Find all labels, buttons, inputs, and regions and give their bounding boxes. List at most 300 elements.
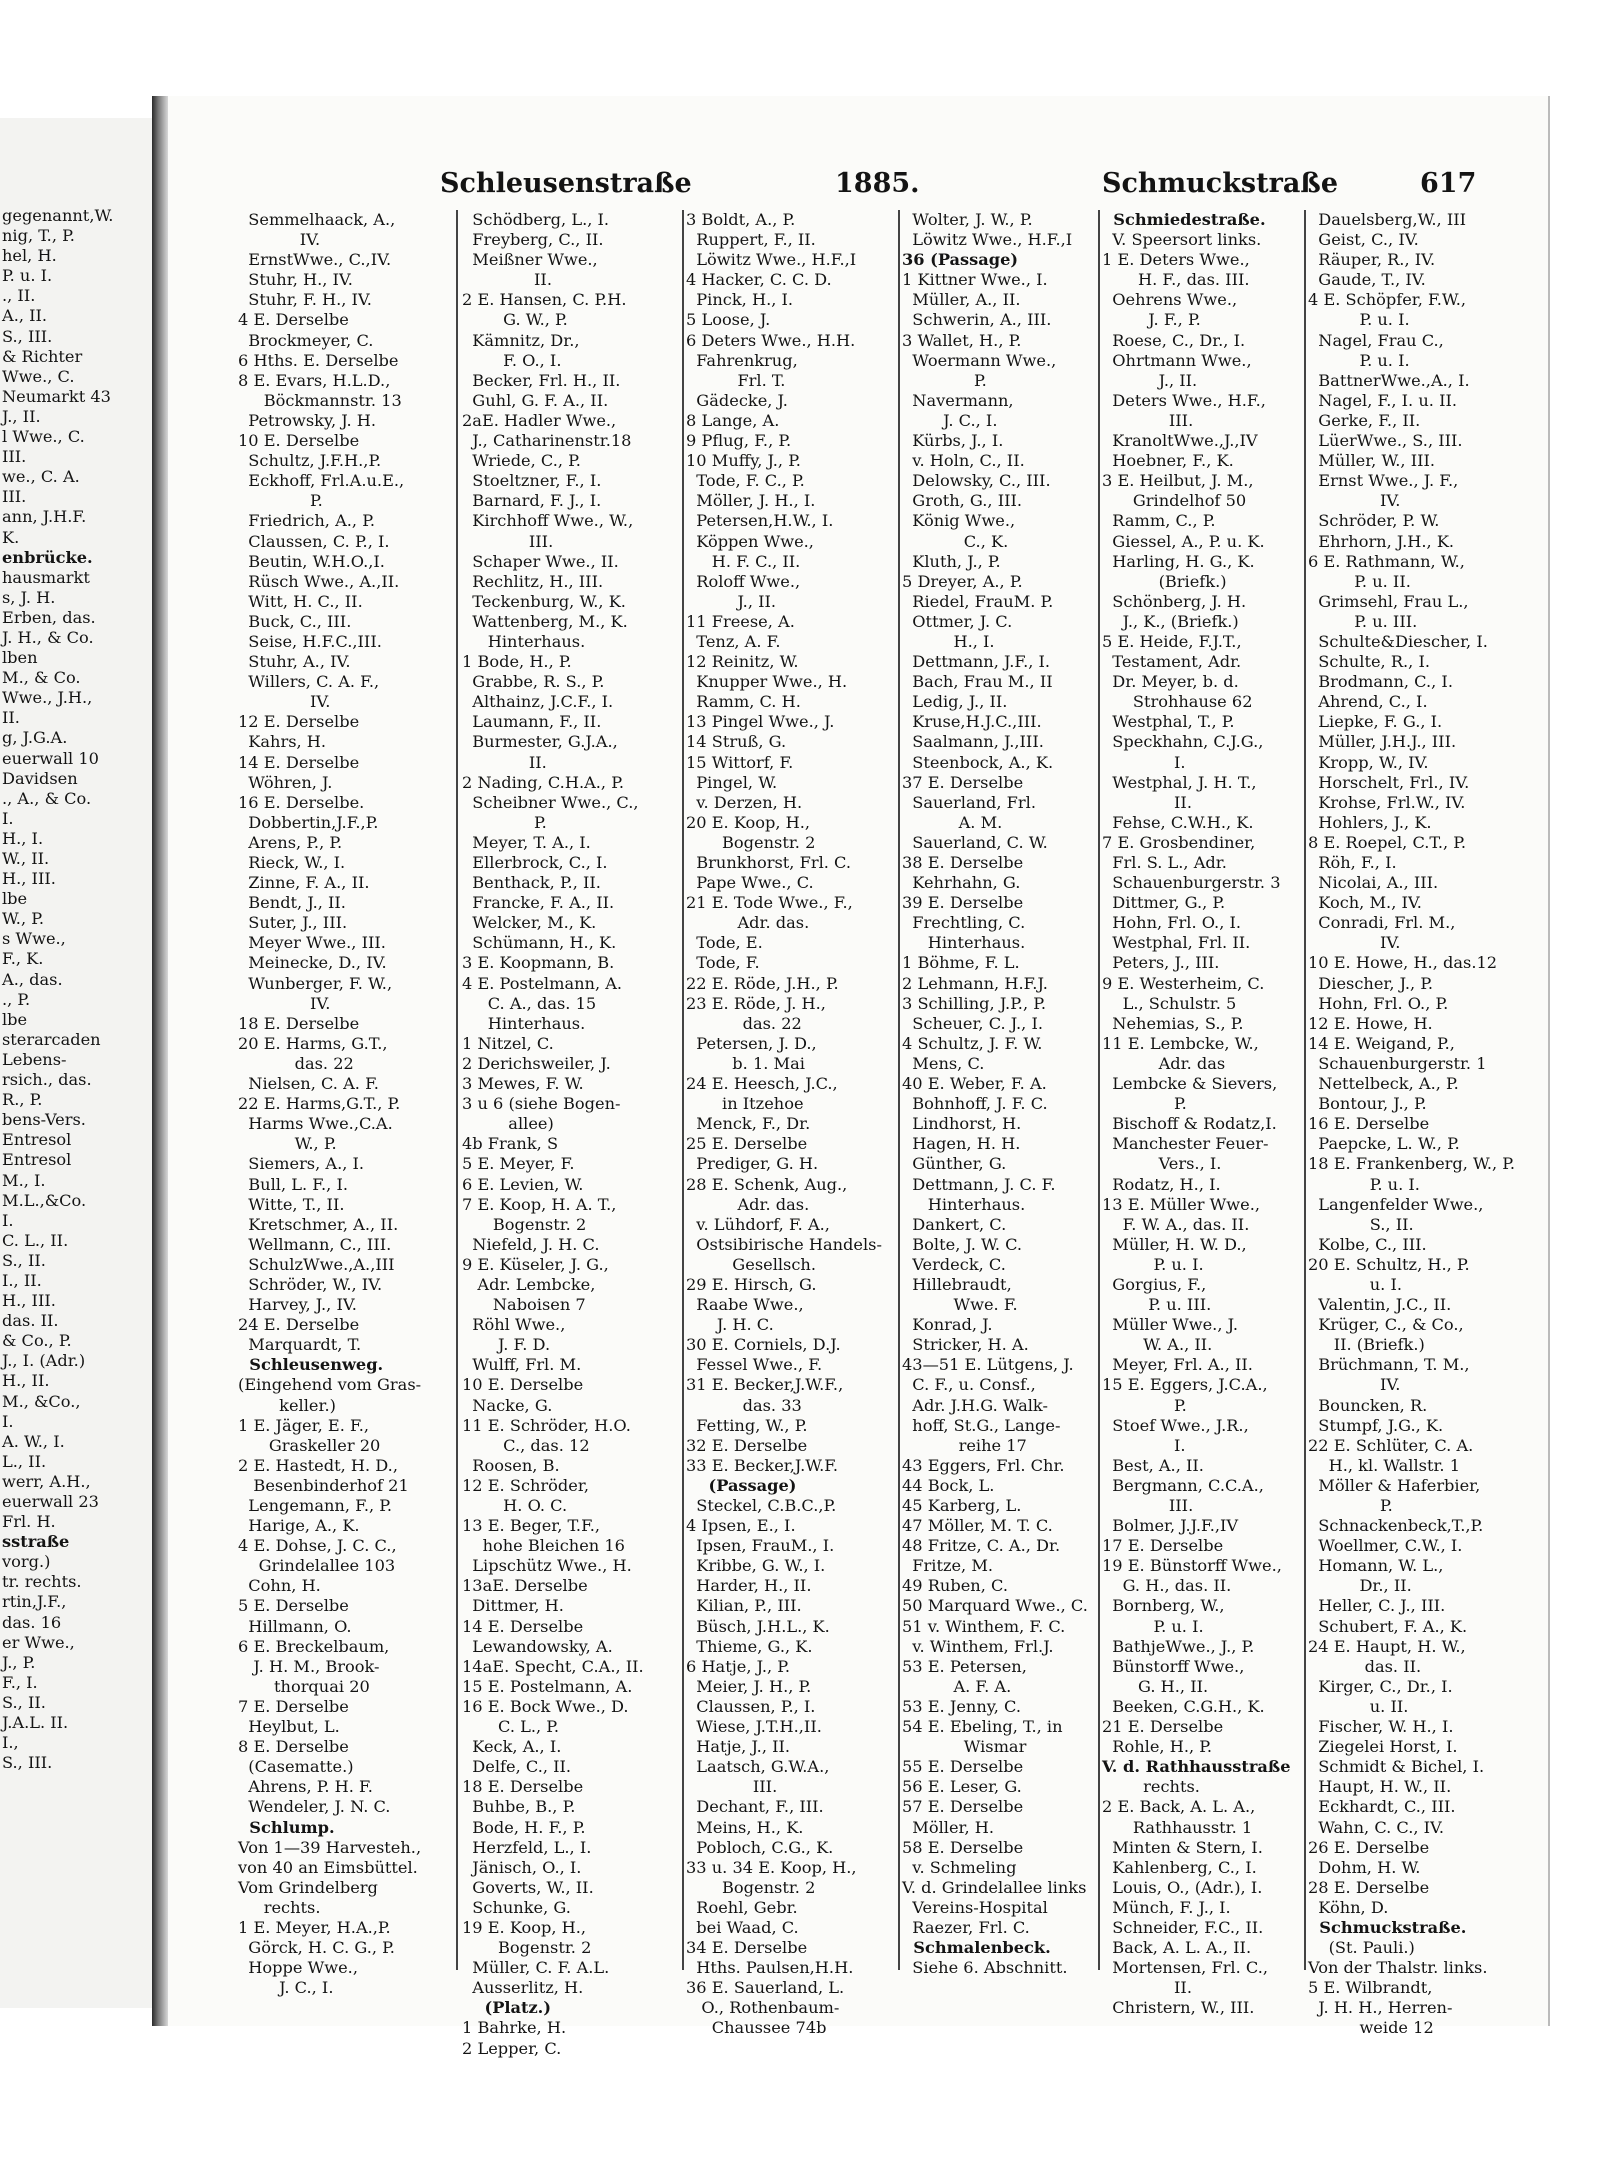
- directory-entry: Adr. J.H.G. Walk-: [902, 1395, 1048, 1415]
- directory-entry: Röh, F., I.: [1308, 853, 1397, 872]
- directory-entry: Ohrtmann Wwe.,: [1102, 350, 1252, 370]
- directory-entry: 14 E. Derselbe: [238, 752, 360, 772]
- directory-entry: 1 Bahrke, H.: [462, 2018, 567, 2038]
- directory-entry: Bendt, J., II.: [238, 893, 346, 913]
- directory-entry: P. u. III.: [1308, 611, 1418, 631]
- directory-entry: Guhl, G. F. A., II.: [462, 390, 609, 410]
- directory-entry: thorquai 20: [238, 1676, 370, 1696]
- directory-entry: 53 E. Jenny, C.: [902, 1696, 1022, 1716]
- directory-entry: Wriede, C., P.: [462, 451, 581, 471]
- directory-entry: Harder, H., II.: [686, 1576, 812, 1596]
- directory-entry: Böckmannstr. 13: [238, 390, 402, 410]
- directory-entry: 18 E. Frankenberg, W., P.: [1308, 1154, 1516, 1174]
- directory-entry: Räuper, R., IV.: [1308, 250, 1436, 270]
- directory-entry: Conradi, Frl. M.,: [1308, 913, 1456, 933]
- directory-entry: Gaude, T., IV.: [1308, 270, 1426, 290]
- directory-entry: 16 E. Bock Wwe., D.: [462, 1696, 629, 1716]
- directory-entry: 2aE. Hadler Wwe.,: [462, 410, 617, 430]
- directory-entry: F. W. A., das. II.: [1102, 1214, 1250, 1234]
- directory-entry: 28 E. Derselbe: [1308, 1877, 1430, 1897]
- directory-entry: Ellerbrock, C., I.: [462, 853, 608, 872]
- directory-entry: 25 E. Derselbe: [686, 1134, 808, 1154]
- directory-entry: 38 E. Derselbe: [902, 853, 1024, 872]
- directory-entry: Dohm, H. W.: [1308, 1857, 1421, 1877]
- directory-entry: P. u. I.: [2, 266, 53, 286]
- directory-entry: 24 E. Heesch, J.C.,: [686, 1074, 838, 1094]
- previous-page-column: [0, 206, 150, 1773]
- directory-entry: Löwitz Wwe., H.F.,I: [902, 230, 1073, 250]
- directory-entry: Harms Wwe.,C.A.: [238, 1114, 393, 1134]
- directory-entry: hel, H.: [2, 246, 57, 266]
- directory-entry: 6 Hatje, J., P.: [686, 1656, 791, 1676]
- directory-entry: Kruse,H.J.C.,III.: [902, 712, 1042, 732]
- directory-entry: 5 Loose, J.: [686, 310, 771, 330]
- directory-entry: Welcker, M., K.: [462, 913, 597, 933]
- directory-entry: (Platz.): [462, 1998, 551, 2018]
- directory-entry: 21 E. Derselbe: [1102, 1717, 1224, 1737]
- directory-column-5: [1102, 210, 1300, 2018]
- directory-entry: & Co., P.: [2, 1331, 72, 1351]
- directory-entry: rechts.: [1102, 1777, 1200, 1797]
- directory-entry: 6 E. Levien, W.: [462, 1174, 584, 1194]
- directory-entry: Hagen, H. H.: [902, 1134, 1021, 1154]
- directory-entry: 16 E. Derselbe.: [238, 792, 365, 812]
- directory-entry: Goverts, W., II.: [462, 1877, 594, 1897]
- directory-entry: 13aE. Derselbe: [462, 1576, 588, 1596]
- directory-entry: Beeken, C.G.H., K.: [1102, 1696, 1265, 1716]
- directory-entry: Entresol: [2, 1130, 72, 1150]
- book-gutter: [152, 96, 168, 2026]
- directory-entry: Dr., II.: [1308, 1576, 1412, 1596]
- directory-entry: Tode, F.: [686, 953, 760, 973]
- directory-entry: Möller, H.: [902, 1817, 995, 1837]
- directory-entry: Lewandowsky, A.: [462, 1636, 613, 1656]
- directory-entry: lben: [2, 648, 38, 668]
- directory-entry: 11 E. Lembcke, W.,: [1102, 1033, 1259, 1053]
- directory-entry: lbe: [2, 1009, 28, 1029]
- directory-entry: Roosen, B.: [462, 1455, 560, 1475]
- directory-entry: III.: [1102, 1496, 1194, 1515]
- directory-entry: Ehrhorn, J.H., K.: [1308, 531, 1455, 551]
- directory-entry: Schultz, J.F.H.,P.: [238, 451, 382, 471]
- directory-entry: Cohn, H.: [238, 1576, 321, 1596]
- directory-entry: Frl. S. L., Adr.: [1102, 853, 1227, 872]
- directory-entry: Münch, F. J., I.: [1102, 1897, 1231, 1917]
- directory-entry: 43 Eggers, Frl. Chr.: [902, 1455, 1065, 1475]
- directory-entry: vorg.): [2, 1552, 51, 1572]
- directory-entry: Heylbut, L.: [238, 1717, 340, 1737]
- directory-entry: J., Catharinenstr.18: [462, 431, 632, 451]
- directory-entry: C. F., u. Consf.,: [902, 1375, 1036, 1395]
- directory-entry: Delowsky, C., III.: [902, 471, 1051, 491]
- directory-entry: das. 22: [686, 1013, 802, 1033]
- directory-entry: Bohnhoff, J. F. C.: [902, 1094, 1048, 1114]
- directory-entry: H., III.: [2, 869, 56, 889]
- directory-entry: sterarcaden: [2, 1029, 101, 1049]
- directory-entry: 17 E. Derselbe: [1102, 1536, 1224, 1556]
- directory-entry: 2 Derichsweiler, J.: [462, 1053, 611, 1073]
- directory-entry: Stoef Wwe., J.R.,: [1102, 1415, 1249, 1435]
- directory-entry: Valentin, J.C., II.: [1308, 1295, 1452, 1315]
- directory-entry: Adr. das.: [686, 1194, 810, 1214]
- directory-entry: u. II.: [1308, 1696, 1409, 1716]
- directory-entry: Hths. Paulsen,H.H.: [686, 1958, 854, 1978]
- column-rule: [1304, 210, 1306, 1970]
- directory-entry: P. u. I.: [1308, 350, 1410, 370]
- directory-entry: 14 Struß, G.: [686, 732, 787, 752]
- directory-entry: 5 E. Meyer, F.: [462, 1154, 575, 1174]
- directory-entry: 33 E. Becker,J.W.F.: [686, 1455, 839, 1475]
- directory-entry: Delfe, C., II.: [462, 1757, 572, 1777]
- directory-entry: Kretschmer, A., II.: [238, 1214, 399, 1234]
- directory-entry: S., II.: [1308, 1214, 1414, 1234]
- directory-entry: Wöhren, J.: [238, 772, 333, 792]
- directory-entry: Petrowsky, J. H.: [238, 410, 377, 430]
- directory-entry: Ausserlitz, H.: [462, 1978, 584, 1998]
- directory-entry: 39 E. Derselbe: [902, 893, 1024, 913]
- directory-entry: Schauenburgerstr. 1: [1308, 1053, 1487, 1073]
- directory-entry: Dr. Meyer, b. d.: [1102, 672, 1239, 692]
- directory-entry: Raezer, Frl. C.: [902, 1917, 1030, 1937]
- directory-entry: 7 E. Grosbendiner,: [1102, 832, 1256, 852]
- directory-entry: Schmuckstraße.: [1308, 1917, 1467, 1937]
- directory-entry: Becker, Frl. H., II.: [462, 370, 621, 390]
- directory-entry: 20 E. Harms, G.T.,: [238, 1033, 388, 1053]
- directory-entry: Bornberg, W.,: [1102, 1596, 1225, 1616]
- directory-entry: Steckel, C.B.C.,P.: [686, 1496, 837, 1515]
- directory-entry: v. Schmeling: [902, 1857, 1017, 1877]
- directory-entry: Rathhausstr. 1: [1102, 1817, 1253, 1837]
- directory-entry: Dauelsberg,W., III: [1308, 210, 1467, 229]
- directory-entry: Bogenstr. 2: [686, 832, 816, 852]
- directory-entry: ErnstWwe., C.,IV.: [238, 250, 392, 270]
- directory-entry: Ramm, C. H.: [686, 692, 801, 712]
- directory-entry: l Wwe., C.: [2, 427, 85, 447]
- directory-entry: Dittmer, H.: [462, 1596, 564, 1616]
- directory-entry: Kirger, C., Dr., I.: [1308, 1676, 1453, 1696]
- directory-entry: 11 E. Schröder, H.O.: [462, 1415, 631, 1435]
- directory-entry: J. C., I.: [238, 1978, 334, 1998]
- directory-entry: 29 E. Hirsch, G.: [686, 1274, 817, 1294]
- directory-entry: Sauerland, C. W.: [902, 832, 1048, 852]
- directory-entry: Barnard, F. J., I.: [462, 491, 602, 511]
- directory-entry: Besenbinderhof 21: [238, 1475, 409, 1495]
- directory-entry: Brodmann, C., I.: [1308, 672, 1453, 692]
- directory-entry: Harige, A., K.: [238, 1516, 360, 1536]
- directory-column-2: [462, 210, 674, 2058]
- directory-entry: II.: [462, 270, 552, 290]
- directory-entry: 56 E. Leser, G.: [902, 1777, 1022, 1797]
- directory-entry: 22 E. Röde, J.H., P.: [686, 973, 839, 993]
- directory-entry: Hohn, Frl. O., P.: [1308, 993, 1449, 1013]
- directory-entry: C. L., P.: [462, 1717, 560, 1737]
- directory-entry: 6 Hths. E. Derselbe: [238, 350, 399, 370]
- directory-entry: 9 E. Westerheim, C.: [1102, 973, 1265, 993]
- directory-entry: C., K.: [902, 531, 1009, 551]
- directory-entry: III.: [2, 447, 27, 467]
- directory-entry: 2 Nading, C.H.A., P.: [462, 772, 624, 792]
- directory-entry: Benthack, P., II.: [462, 873, 601, 893]
- directory-entry: Tode, E.: [686, 933, 763, 953]
- directory-entry: 1 Kittner Wwe., I.: [902, 270, 1048, 290]
- directory-entry: 5 E. Heide, F.J.T.,: [1102, 631, 1242, 651]
- directory-entry: Francke, F. A., II.: [462, 893, 615, 913]
- directory-entry: Steenbock, A., K.: [902, 752, 1054, 772]
- directory-entry: J., P.: [2, 1652, 36, 1672]
- directory-entry: Teckenburg, W., K.: [462, 591, 626, 611]
- directory-entry: 28 E. Schenk, Aug.,: [686, 1174, 848, 1194]
- directory-entry: Prediger, G. H.: [686, 1154, 819, 1174]
- directory-entry: Hoebner, F., K.: [1102, 451, 1234, 471]
- page-header: [200, 168, 1540, 216]
- directory-entry: Dobbertin,J.F.,P.: [238, 812, 379, 832]
- directory-entry: 30 E. Corniels, D.J.: [686, 1335, 841, 1355]
- directory-entry: P. u. I.: [1102, 1616, 1204, 1636]
- directory-entry: Schröder, W., IV.: [238, 1274, 383, 1294]
- directory-entry: Pobloch, C.G., K.: [686, 1837, 834, 1857]
- directory-entry: P. u. I.: [1308, 1174, 1420, 1194]
- directory-entry: 45 Karberg, L.: [902, 1496, 1022, 1515]
- directory-entry: 2 E. Hastedt, H. D.,: [238, 1455, 398, 1475]
- directory-entry: 23 E. Röde, J. H.,: [686, 993, 826, 1013]
- directory-entry: 4 E. Derselbe: [238, 310, 349, 330]
- directory-entry: Mens, C.: [902, 1053, 985, 1073]
- directory-entry: von 40 an Eimsbüttel.: [238, 1857, 418, 1877]
- directory-entry: Woermann Wwe.,: [902, 350, 1057, 370]
- directory-entry: Brunkhorst, Frl. C.: [686, 853, 851, 872]
- directory-entry: 2 E. Back, A. L. A.,: [1102, 1797, 1256, 1817]
- header-right-street: Schmuckstraße: [1102, 168, 1338, 199]
- directory-entry: Bergmann, C.C.A.,: [1102, 1475, 1264, 1495]
- directory-entry: Schulte, R., I.: [1308, 652, 1431, 672]
- directory-entry: V. d. Grindelallee links: [902, 1877, 1087, 1897]
- directory-entry: J., II.: [1102, 370, 1198, 390]
- directory-entry: Nacke, G.: [462, 1395, 553, 1415]
- directory-entry: 24 E. Haupt, H. W.,: [1308, 1636, 1466, 1656]
- header-page-number: 617: [1420, 168, 1477, 199]
- directory-entry: P.: [462, 812, 547, 832]
- directory-entry: Ernst Wwe., J. F.,: [1308, 471, 1459, 491]
- directory-entry: 4 E. Dohse, J. C. C.,: [238, 1536, 397, 1556]
- directory-entry: 37 E. Derselbe: [902, 772, 1024, 792]
- directory-entry: J. F., P.: [1102, 310, 1201, 330]
- directory-entry: SchulzWwe.,A.,III: [238, 1254, 395, 1274]
- directory-entry: 16 E. Derselbe: [1308, 1114, 1430, 1134]
- directory-entry: Niefeld, J. H. C.: [462, 1234, 600, 1254]
- directory-entry: Dittmer, G., P.: [1102, 893, 1226, 913]
- directory-entry: Kahlenberg, C., I.: [1102, 1857, 1257, 1877]
- directory-entry: ann, J.H.F.: [2, 507, 87, 527]
- directory-entry: Grimsehl, Frau L.,: [1308, 591, 1469, 611]
- directory-entry: F., I.: [2, 1672, 38, 1692]
- directory-entry: Buhbe, B., P.: [462, 1797, 576, 1817]
- directory-entry: J.A.L. II.: [2, 1713, 69, 1733]
- directory-entry: & Richter: [2, 346, 83, 366]
- directory-entry: Adr. das: [1102, 1053, 1226, 1073]
- directory-entry: Westphal, J. H. T.,: [1102, 772, 1257, 792]
- directory-entry: das. 33: [686, 1395, 802, 1415]
- directory-entry: Petersen, J. D.,: [686, 1033, 817, 1053]
- directory-entry: (Eingehend vom Gras-: [238, 1375, 422, 1395]
- directory-entry: R., P.: [2, 1090, 43, 1110]
- directory-entry: 11 Freese, A.: [686, 611, 795, 631]
- directory-entry: Wismar: [902, 1737, 1027, 1757]
- directory-entry: II.: [1102, 792, 1192, 812]
- directory-entry: Schnackenbeck,T.,P.: [1308, 1516, 1484, 1536]
- directory-entry: Vers., I.: [1102, 1154, 1222, 1174]
- directory-entry: Schröder, P. W.: [1308, 511, 1440, 531]
- directory-entry: III.: [1102, 410, 1194, 430]
- directory-entry: euerwall 23: [2, 1492, 99, 1511]
- directory-column-1: [238, 210, 444, 2010]
- directory-entry: hoff, St.G., Lange-: [902, 1415, 1061, 1435]
- directory-entry: Neumarkt 43: [2, 386, 111, 406]
- directory-entry: 18 E. Derselbe: [462, 1777, 584, 1797]
- directory-entry: Westphal, Frl. II.: [1102, 933, 1251, 953]
- directory-entry: 6 E. Breckelbaum,: [238, 1636, 390, 1656]
- directory-entry: Nehemias, S., P.: [1102, 1013, 1244, 1033]
- directory-entry: Stoeltzner, F., I.: [462, 471, 602, 491]
- directory-entry: Roehl, Gebr.: [686, 1897, 798, 1917]
- directory-entry: Wwe., C.: [2, 366, 75, 386]
- directory-entry: Wwe. F.: [902, 1295, 1018, 1315]
- directory-entry: Thieme, G., K.: [686, 1636, 813, 1656]
- directory-entry: Hinterhaus.: [462, 631, 586, 651]
- directory-entry: Liepke, F. G., I.: [1308, 712, 1443, 732]
- directory-entry: Bach, Frau M., II: [902, 672, 1053, 692]
- directory-entry: 1 Böhme, F. L.: [902, 953, 1020, 973]
- directory-entry: 5 E. Wilbrandt,: [1308, 1978, 1433, 1998]
- directory-entry: Strohhause 62: [1102, 692, 1253, 712]
- directory-entry: Nagel, F., I. u. II.: [1308, 390, 1457, 410]
- directory-entry: P.: [238, 491, 323, 511]
- column-rule: [898, 210, 900, 1970]
- directory-entry: C. A., das. 15: [462, 993, 597, 1013]
- directory-entry: Laumann, F., II.: [462, 712, 602, 732]
- directory-entry: hausmarkt: [2, 567, 90, 587]
- directory-entry: G. H., das. II.: [1102, 1576, 1232, 1596]
- directory-entry: Schwerin, A., III.: [902, 310, 1052, 330]
- directory-entry: Bogenstr. 2: [462, 1214, 587, 1234]
- directory-entry: Ipsen, FrauM., I.: [686, 1536, 835, 1556]
- directory-entry: 57 E. Derselbe: [902, 1797, 1024, 1817]
- directory-entry: W. A., II.: [1102, 1335, 1213, 1355]
- directory-entry: Burmester, G.J.A.,: [462, 732, 618, 752]
- directory-entry: Horschelt, Frl., IV.: [1308, 772, 1470, 792]
- directory-entry: I., II.: [2, 1270, 42, 1290]
- directory-entry: 40 E. Weber, F. A.: [902, 1074, 1047, 1094]
- directory-entry: 13 Pingel Wwe., J.: [686, 712, 835, 732]
- directory-entry: 14aE. Specht, C.A., II.: [462, 1656, 644, 1676]
- directory-entry: C., das. 12: [462, 1435, 590, 1455]
- directory-entry: 8 E. Roepel, C.T., P.: [1308, 832, 1467, 852]
- directory-entry: Arens, P., P.: [238, 832, 343, 852]
- directory-entry: Ahrend, C., I.: [1308, 692, 1428, 712]
- directory-entry: Eckhoff, Frl.A.u.E.,: [238, 471, 405, 491]
- directory-entry: Lipschütz Wwe., H.: [462, 1556, 632, 1576]
- directory-entry: Woellmer, C.W., I.: [1308, 1536, 1463, 1556]
- directory-entry: Adr. Lembcke,: [462, 1274, 596, 1294]
- directory-entry: A., das.: [2, 969, 63, 989]
- directory-entry: bei Waad, C.: [686, 1917, 799, 1937]
- directory-entry: v. Winthem, Frl.J.: [902, 1636, 1054, 1656]
- directory-entry: Kehrhahn, G.: [902, 873, 1021, 893]
- directory-entry: 31 E. Becker,J.W.F.,: [686, 1375, 844, 1395]
- directory-entry: gegenannt,W.: [2, 206, 114, 225]
- directory-entry: Roloff Wwe.,: [686, 571, 801, 591]
- directory-entry: Müller, W., III.: [1308, 451, 1436, 471]
- directory-entry: 1 Nitzel, C.: [462, 1033, 554, 1053]
- directory-entry: 22 E. Schlüter, C. A.: [1308, 1435, 1474, 1455]
- directory-entry: J. H. C.: [686, 1315, 774, 1335]
- directory-entry: Entresol: [2, 1150, 72, 1170]
- directory-entry: Schubert, F. A., K.: [1308, 1616, 1468, 1636]
- directory-entry: Stuhr, F. H., IV.: [238, 290, 372, 310]
- directory-entry: 49 Ruben, C.: [902, 1576, 1008, 1596]
- directory-entry: Marquardt, T.: [238, 1335, 362, 1355]
- directory-entry: Ledig, J., II.: [902, 692, 1008, 712]
- directory-entry: Witt, H. C., II.: [238, 591, 363, 611]
- directory-entry: Menck, F., Dr.: [686, 1114, 811, 1134]
- directory-entry: H., kl. Wallstr. 1: [1308, 1455, 1461, 1475]
- directory-entry: V. d. Rathhausstraße: [1102, 1757, 1291, 1777]
- directory-entry: s Wwe.,: [2, 929, 66, 949]
- directory-entry: lbe: [2, 889, 28, 909]
- directory-entry: 10 E. Howe, H., das.12: [1308, 953, 1498, 973]
- directory-entry: P.: [1102, 1395, 1187, 1415]
- directory-entry: hohe Bleichen 16: [462, 1536, 625, 1556]
- directory-entry: Rohle, H., P.: [1102, 1737, 1213, 1757]
- directory-entry: Konrad, J.: [902, 1315, 993, 1335]
- directory-entry: 26 E. Derselbe: [1308, 1837, 1430, 1857]
- directory-entry: LüerWwe., S., III.: [1308, 431, 1463, 451]
- directory-entry: Müller, J.H.J., III.: [1308, 732, 1457, 752]
- directory-entry: Fessel Wwe., F.: [686, 1355, 823, 1375]
- directory-entry: 3 Mewes, F. W.: [462, 1074, 584, 1094]
- directory-entry: (St. Pauli.): [1308, 1938, 1415, 1958]
- directory-entry: (Passage): [686, 1475, 797, 1495]
- directory-entry: 4 E. Postelmann, A.: [462, 973, 623, 993]
- directory-entry: ., P.: [2, 989, 31, 1009]
- directory-entry: I.: [1102, 1435, 1186, 1455]
- directory-entry: Giessel, A., P. u. K.: [1102, 531, 1265, 551]
- directory-entry: 8 Lange, A.: [686, 410, 780, 430]
- directory-entry: in Itzehoe: [686, 1094, 804, 1114]
- directory-column-4: [902, 210, 1094, 2010]
- directory-entry: 2 Lehmann, H.F.J.: [902, 973, 1048, 993]
- directory-entry: Brockmeyer, C.: [238, 330, 374, 350]
- directory-entry: rsich., das.: [2, 1070, 92, 1090]
- directory-entry: W., P.: [2, 909, 44, 929]
- directory-entry: Krüger, C., & Co.,: [1308, 1315, 1464, 1335]
- directory-entry: 47 Möller, M. T. C.: [902, 1516, 1053, 1536]
- directory-entry: H. O. C.: [462, 1496, 568, 1515]
- directory-entry: III.: [2, 487, 27, 507]
- directory-entry: 6 E. Rathmann, W.,: [1308, 551, 1465, 571]
- directory-entry: 4 Hacker, C. C. D.: [686, 270, 832, 290]
- directory-entry: I.: [2, 1210, 14, 1230]
- directory-entry: Meißner Wwe.,: [462, 250, 598, 270]
- directory-entry: Hillmann, O.: [238, 1616, 352, 1636]
- directory-entry: P. u. I.: [1102, 1254, 1204, 1274]
- directory-entry: 9 E. Küseler, J. G.,: [462, 1254, 609, 1274]
- directory-entry: g, J.G.A.: [2, 728, 68, 748]
- directory-entry: we., C. A.: [2, 467, 80, 487]
- directory-entry: 2 Lepper, C.: [462, 2038, 562, 2058]
- directory-entry: Köhn, D.: [1308, 1897, 1389, 1917]
- directory-entry: M., &Co.,: [2, 1391, 81, 1411]
- directory-entry: Mortensen, Frl. C.,: [1102, 1958, 1269, 1978]
